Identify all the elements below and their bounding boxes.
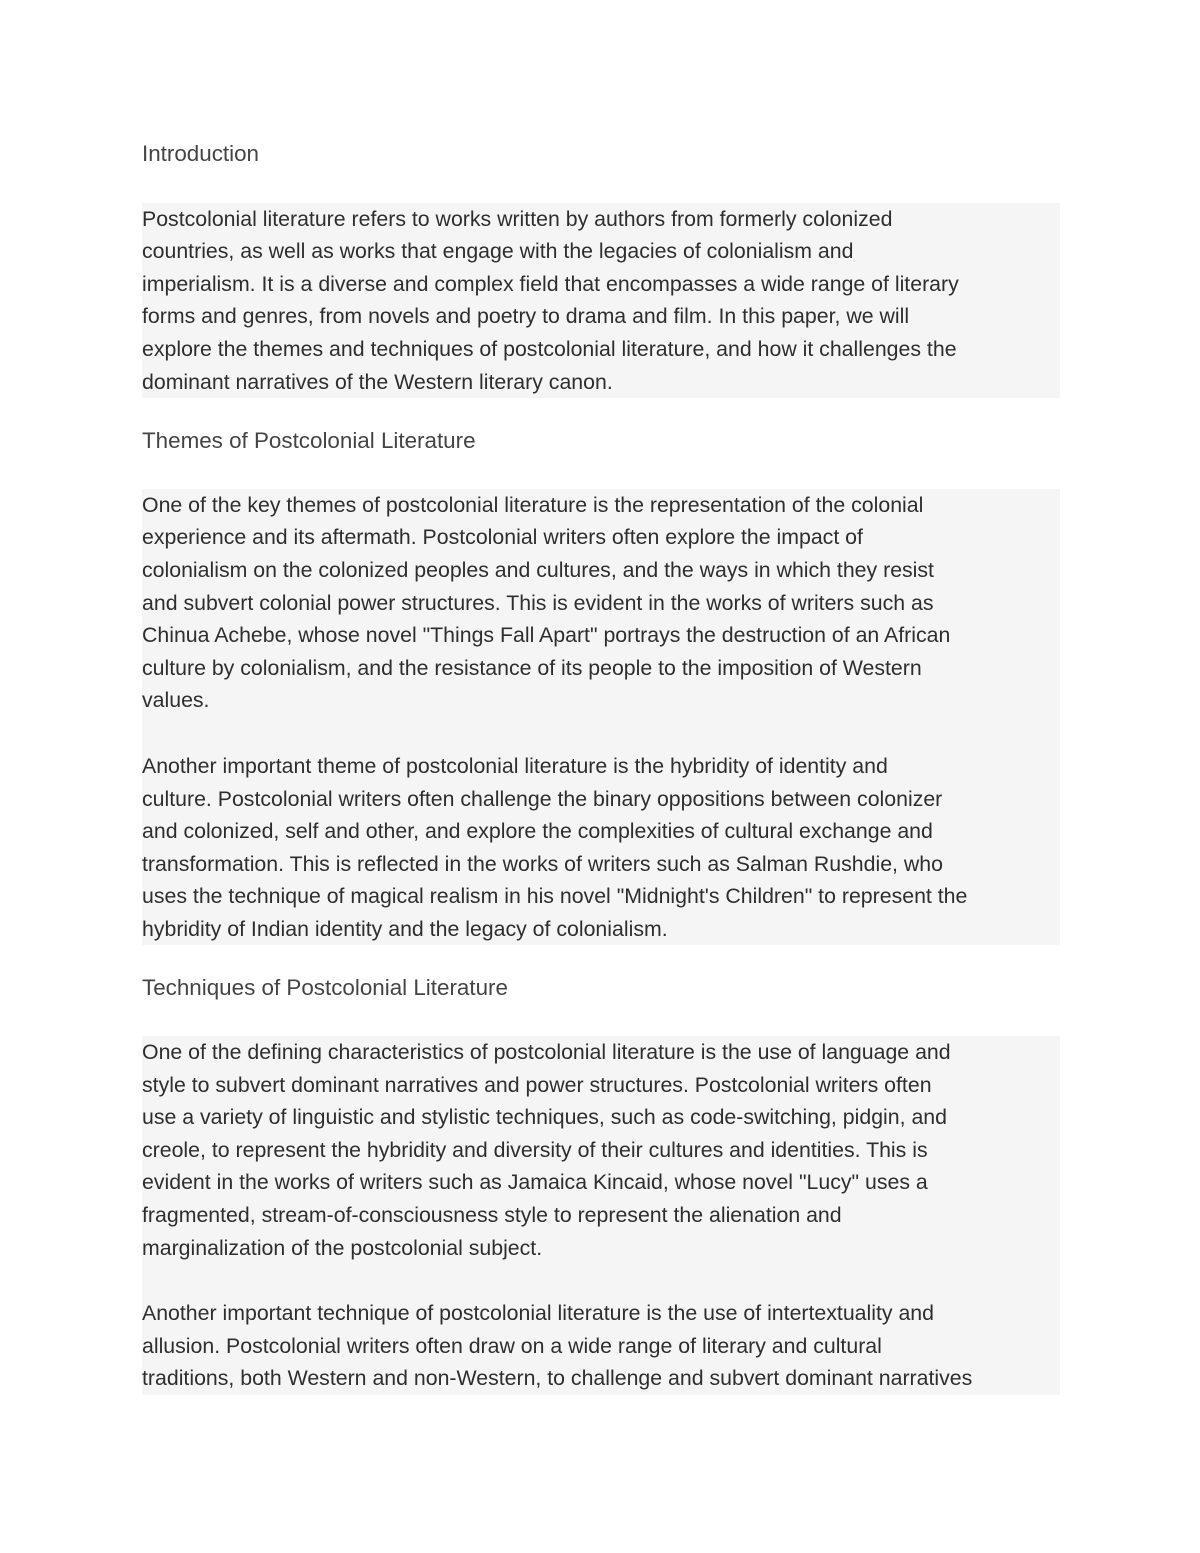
- paragraph-themes-hybridity: Another important theme of postcolonial literature is the hybridity of identity and culture. Postcolonial writers often challenge the binary oppositions between colonizer and colonized, self and other, and explore the complexities of cultural exchange and transformation. This is reflected in the works of writers such as Salman Rushdie, who uses the technique of magical realism in his novel "Midnight's Children" to represent the hybridity of Indian identity and the legacy of colonialism.: [142, 750, 1060, 946]
- paragraph-spacer: [142, 717, 1060, 750]
- document-page: [142, 138, 1060, 1395]
- paragraph-techniques-intertextuality: Another important technique of postcolonial literature is the use of intertextuality and allusion. Postcolonial writers often draw on a wide range of literary and cultural traditions, both Western and non-Western, to challenge and subvert dominant narratives: [142, 1297, 1060, 1395]
- section-heading-techniques: Techniques of Postcolonial Literature: [142, 975, 508, 1001]
- paragraph-spacer: [142, 1264, 1060, 1297]
- paragraph-techniques-language: One of the defining characteristics of postcolonial literature is the use of language and style to subvert dominant narratives and power structures. Postcolonial writers often use a variety of linguistic and stylistic techniques, such as code-switching, pidgin, and creole, to represent the hybridity and diversity of their cultures and identities. This is evident in the works of writers such as Jamaica Kincaid, whose novel "Lucy" uses a fragmented, stream-of-consciousness style to represent the alienation and marginalization of the postcolonial subject.: [142, 1036, 1060, 1264]
- paragraph-themes-colonial-experience: One of the key themes of postcolonial literature is the representation of the colonial experience and its aftermath. Postcolonial writers often explore the impact of colonialism on the colonized peoples and cultures, and the ways in which they resist and subvert colonial power structures. This is evident in the works of writers such as Chinua Achebe, whose novel "Things Fall Apart" portrays the destruction of an African culture by colonialism, and the resistance of its people to the imposition of Western values.: [142, 489, 1060, 717]
- themes-paragraph-block: [142, 489, 1060, 946]
- paragraph-introduction: Postcolonial literature refers to works written by authors from formerly colonized countries, as well as works that engage with the legacies of colonialism and imperialism. It is a diverse and complex field that encompasses a wide range of literary forms and genres, from novels and poetry to drama and film. In this paper, we will explore the themes and techniques of postcolonial literature, and how it challenges the dominant narratives of the Western literary canon.: [142, 203, 1060, 399]
- section-heading-themes: Themes of Postcolonial Literature: [142, 428, 476, 454]
- section-heading-introduction: Introduction: [142, 141, 260, 166]
- techniques-paragraph-block: [142, 1036, 1060, 1395]
